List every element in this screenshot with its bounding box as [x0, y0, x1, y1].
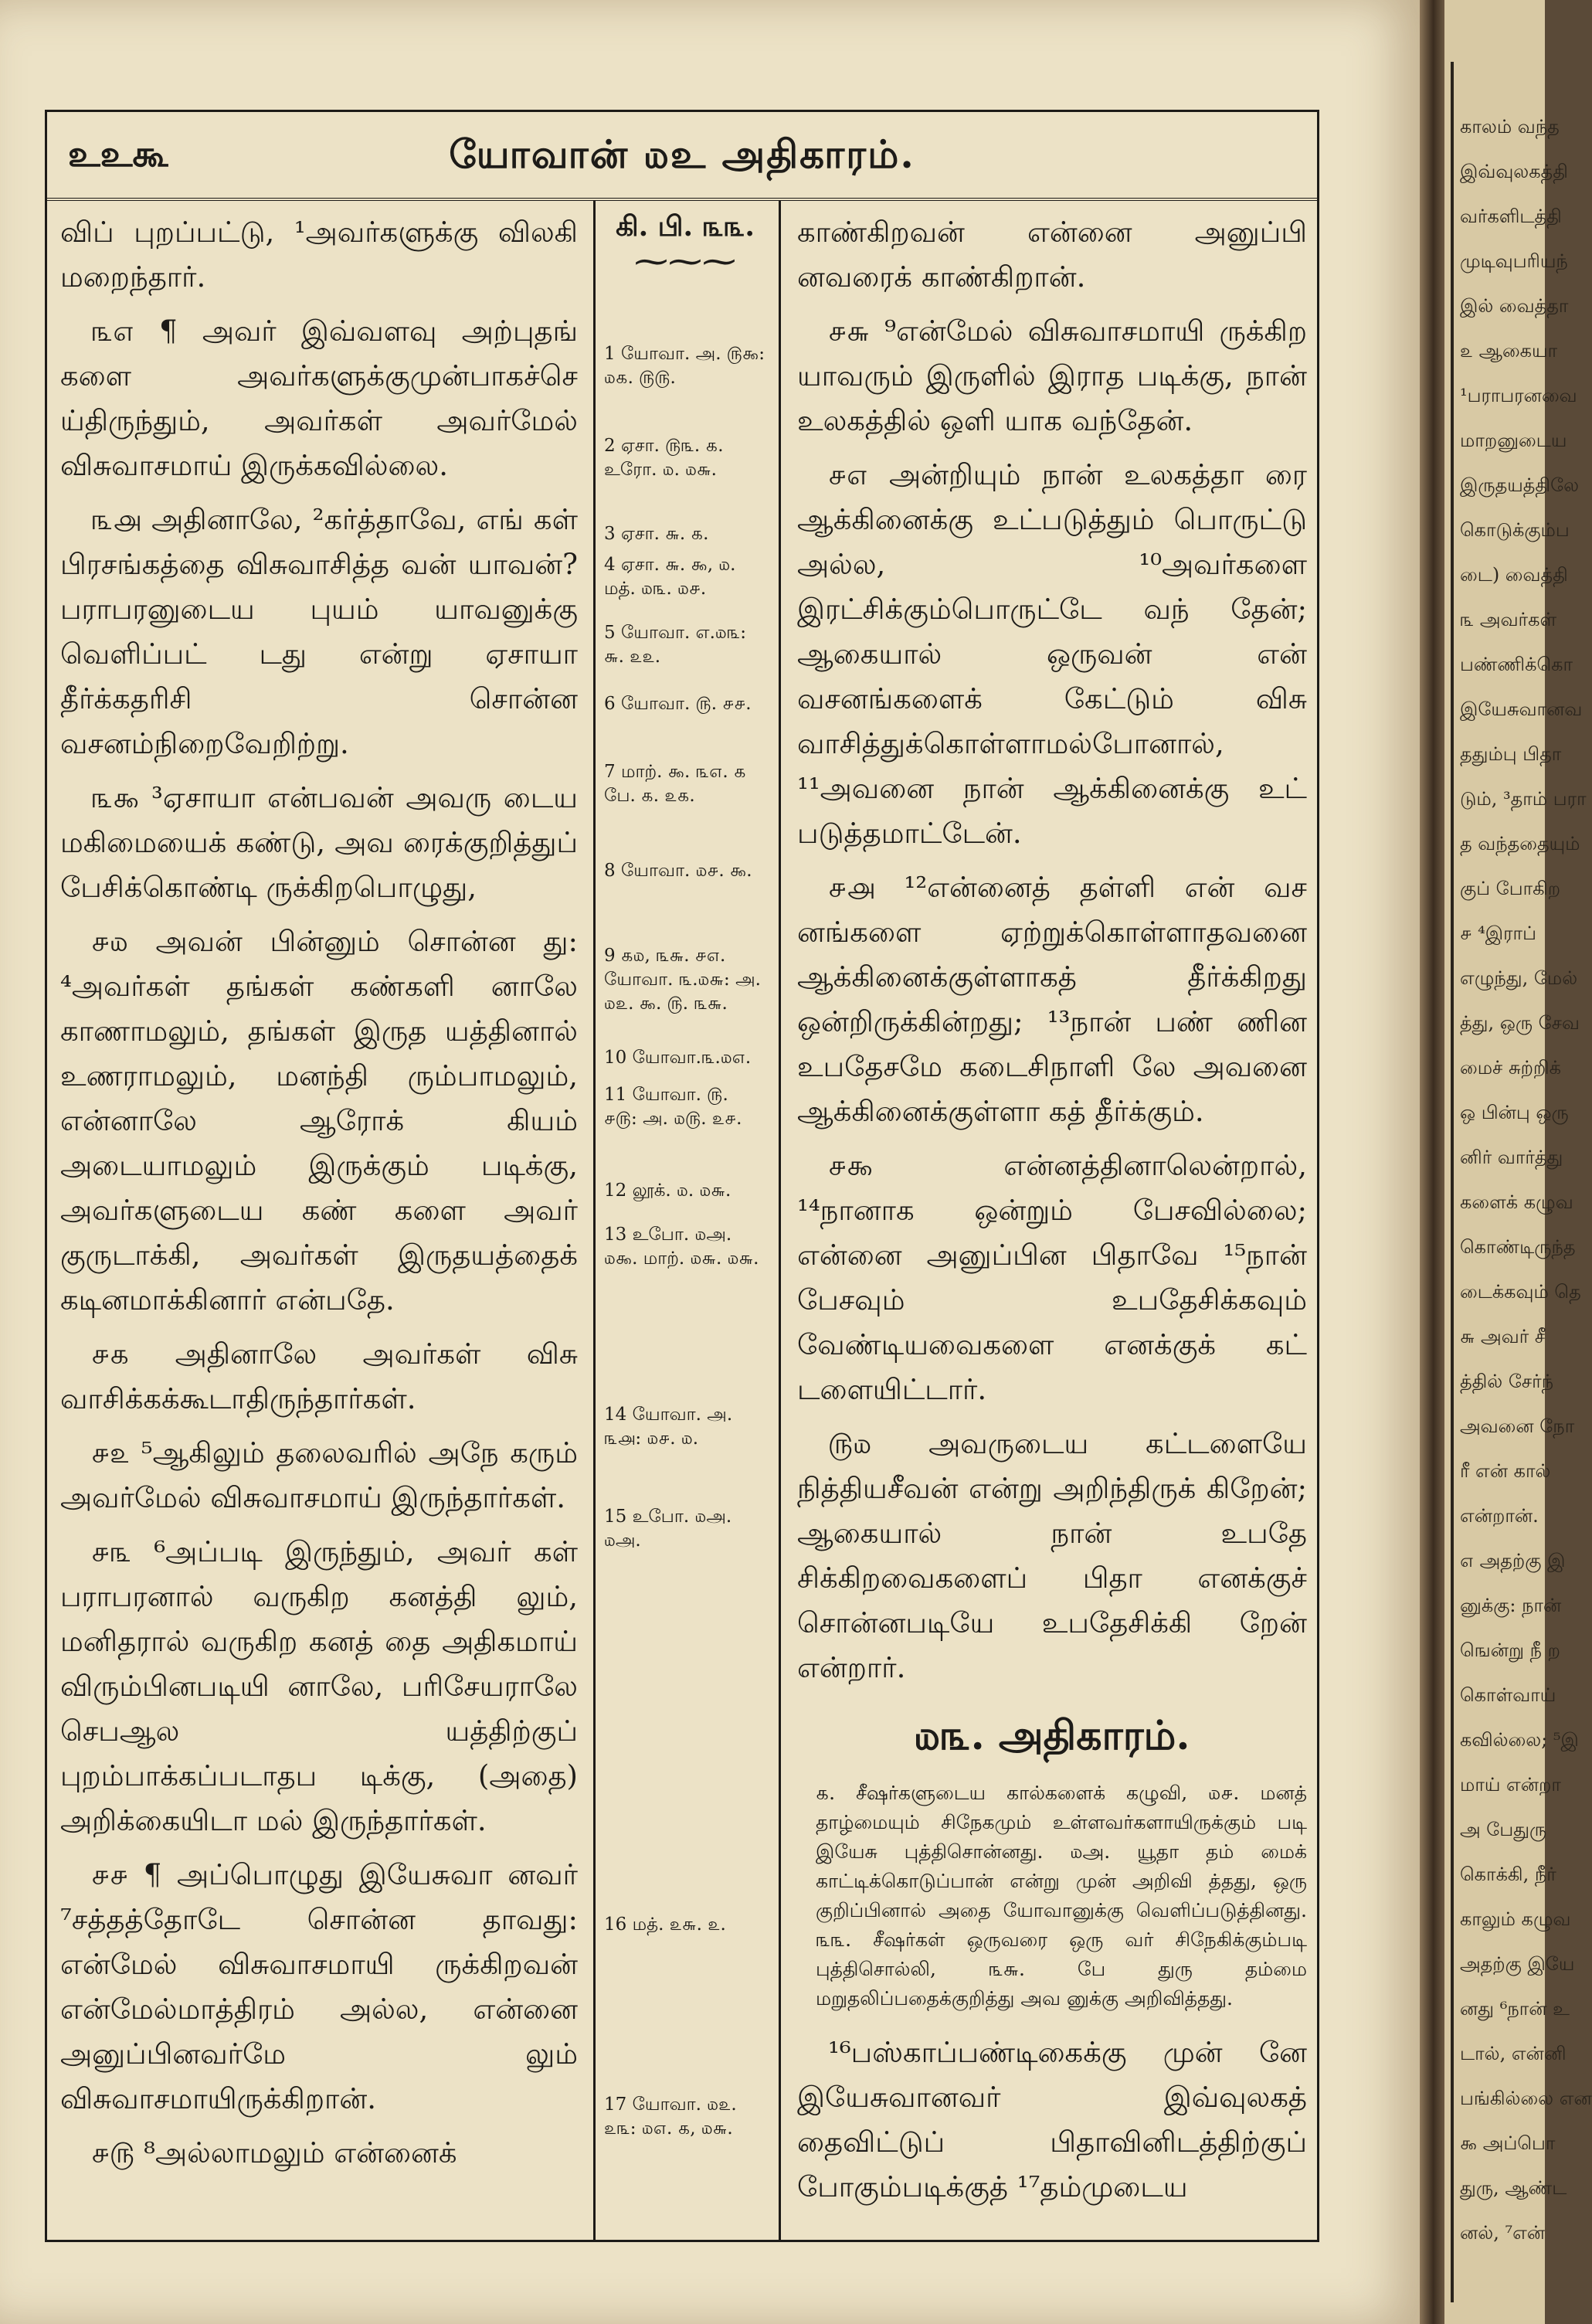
cross-reference: 14 யோவா. அ. ௩௮: ௰௪. ௰. — [604, 1405, 733, 1449]
next-page-line: த வந்ததையும் — [1460, 833, 1580, 855]
cross-reference: 6 யோவா. ௫. ௪௪. — [604, 694, 752, 715]
cross-reference: 9 ௧௰, ௩௬. ௪௭. யோவா. ௩.௰௬: அ. ௰௨. ௯. ௫. ௩௬. — [604, 946, 761, 1014]
next-page-line: காலம் வந்த — [1460, 116, 1560, 138]
left-text-column — [60, 210, 578, 2185]
next-page-edge — [1444, 0, 1592, 2324]
cross-reference: 10 யோவா.௩.௰௭. — [604, 1048, 752, 1068]
cross-reference: 17 யோவா. ௰௨. ௨௩: ௰௭. ௧, ௰௬. — [604, 2095, 737, 2139]
next-page-line: களைக் கழுவ — [1460, 1191, 1573, 1213]
verse-paragraph: ௪௰ அவன் பின்னும் சொன்ன து: ⁴அவர்கள் தங்கள் கண்களி னாலே காணாமலும், தங்கள் இருத யத்தினால் உணராமலும், மனந்தி ரும்பாமலும், என்னாலே ஆரோக் கியம் அடையாமலும் இருக்கும் படிக்கு, அவர்களுடைய கண் களை அவர் குருடாக்கி, அவர்கள் இருதயத்தைக் கடினமாக்கினார் என்பதே. — [60, 925, 578, 1317]
page-header — [45, 110, 1319, 201]
cross-reference: 5 யோவா. எ.௰௩: ௬. ௨௨. — [604, 623, 747, 667]
next-page-line: மாய் என்றா — [1460, 1774, 1561, 1796]
verse-paragraph: ௪௭ அன்றியும் நான் உலகத்தா ரை ஆக்கினைக்கு உட்படுத்தும் பொருட்டு அல்ல, ¹⁰அவர்களை இரட்சிக்கும்பொருட்டே வந் தேன்; ஆகையால் ஒருவன் என் வசனங்களைக் கேட்டும் விசு வாசித்துக்கொள்ளாமல்போனால், ¹¹அவனை நான் ஆக்கினைக்கு உட் படுத்தமாட்டேன். — [797, 458, 1307, 850]
verse-paragraph: ௪௫ ⁸அல்லாமலும் என்னைக் — [91, 2136, 457, 2169]
next-page-line: இருதயத்திலே — [1460, 474, 1580, 496]
reference-column — [599, 210, 771, 2234]
cross-reference: 11 யோவா. ௫. ௪௫: அ. ௰௫. ௨௪. — [604, 1085, 742, 1130]
next-page-line: த்தில் சேர்ந் — [1460, 1371, 1554, 1392]
column-rule-right — [779, 201, 781, 2241]
next-page-line: வர்களிடத்தி — [1460, 206, 1562, 227]
next-page-line: கவில்லை; ⁵இ — [1460, 1729, 1579, 1751]
cross-reference: 4 ஏசா. ௬. ௯, ௰. மத். ௰௩. ௰௪. — [604, 555, 736, 599]
next-page-line: இவ்வுலகத்தி — [1460, 161, 1568, 182]
next-page-line: டும், ³தாம் பரா — [1460, 788, 1587, 810]
chapter-heading: ௰௩. அதிகாரம். — [914, 1712, 1190, 1759]
verse-paragraph: ௪௯ என்னத்தினாலென்றால், ¹⁴நானாக ஒன்றும் பேசவில்லை; என்னை அனுப்பின பிதாவே ¹⁵நான் பேசவும் உபதேசிக்கவும் வேண்டியவைகளை எனக்குக் கட் டளையிட்டார். — [797, 1149, 1307, 1406]
next-page-line: ௨ ஆகையா — [1460, 340, 1558, 362]
next-page-line: டை) வைத்தி — [1460, 564, 1568, 586]
verse-paragraph: ௪௪ ¶ அப்பொழுது இயேசுவா னவர் ⁷சத்தத்தோடே சொன்ன தாவது: என்மேல் விசுவாசமாயி ருக்கிறவன் என்மேல்மாத்திரம் அல்ல, என்னை அனுப்பினவர்மே லும் விசுவாசமாயிருக்கிறான். — [60, 1858, 578, 2115]
chapter-summary: ௧. சீஷர்களுடைய கால்களைக் கழுவி, ௰௪. மனத் தாழ்மையும் சிநேகமும் உள்ளவர்களாயிருக்கும் படி இயேசு புத்திசொன்னது. ௰அ. யூதா தம் மைக் காட்டிக்கொடுப்பான் என்று முன் அறிவி த்தது, ஒரு குறிப்பினால் அதை யோவானுக்கு வெளிப்படுத்தினது. ௩௩. சீஷர்கள் ஒருவரை ஒரு வர் சிநேகிக்கும்படி புத்திசொல்லி, ௩௬. பே துரு தம்மை மறுதலிப்பதைக்குறித்து அவ னுக்கு அறிவித்தது. — [816, 1782, 1307, 2010]
column-rule-left — [593, 201, 596, 2241]
next-page-line: னுக்கு: நான் — [1460, 1595, 1562, 1616]
next-page-line: டால், என்னி — [1460, 2043, 1567, 2064]
verse-paragraph: ௪௬ ⁹என்மேல் விசுவாசமாயி ருக்கிற யாவரும் இருளில் இராத படிக்கு, நான் உலகத்தில் ஒளி யாக வந்தேன். — [797, 314, 1307, 437]
verse-paragraph: ௪௨ ⁵ஆகிலும் தலைவரில் அநே கரும் அவர்மேல் விசுவாசமாய் இருந்தார்கள். — [60, 1436, 578, 1514]
cross-reference: 7 மாற். ௯. ௩௭. ௧ பே. ௧. ௨௧. — [604, 762, 746, 807]
next-page-line: ௩ அவர்கள் — [1460, 609, 1557, 630]
cross-reference: 1 யோவா. அ. ௫௯: ௰௧. ௫௫. — [604, 344, 765, 389]
next-page-line: கொடுக்கும்ப — [1460, 519, 1570, 541]
next-page-line: மாறனுடைய — [1460, 430, 1567, 451]
ornament-divider: ⁓⁓⁓ — [634, 242, 736, 281]
next-page-line: த்து, ஒரு சேவ — [1460, 1012, 1580, 1034]
next-page-line: முடிவுபரியந் — [1460, 250, 1568, 272]
cross-reference: 2 ஏசா. ௫௩. ௧. உரோ. ௰. ௰௬. — [604, 436, 724, 480]
verse-paragraph: ¹⁶பஸ்காப்பண்டிகைக்கு முன் னே இயேசுவானவர் இவ்வுலகத் தைவிட்டுப் பிதாவினிடத்திற்குப் போகும்படிக்குத் ¹⁷தம்முடைய — [797, 2036, 1307, 2203]
next-page-line: பங்கில்லை என — [1460, 2088, 1592, 2109]
next-page-line: னிர் வார்த்து — [1460, 1147, 1563, 1168]
next-page-line: ரீ என் கால் — [1460, 1460, 1551, 1482]
next-page-line: இயேசுவானவ — [1460, 698, 1583, 720]
reference-year: கி. பி. ௩௩. — [616, 210, 755, 243]
next-page-line: னது ⁶நான் உ — [1460, 1998, 1570, 2020]
cross-reference: 8 யோவா. ௰௪. ௯. — [604, 861, 752, 881]
running-title: யோவான் ௰உ அதிகாரம். — [449, 131, 915, 177]
right-text-column — [797, 210, 1307, 2219]
next-page-border — [1451, 62, 1454, 2302]
next-page-line: டைக்கவும் தெ — [1460, 1281, 1581, 1303]
verse-paragraph: ௩௮ அதினாலே, ²கர்த்தாவே, எங் கள் பிரசங்கத்தை விசுவாசித்த வன் யாவன்? பராபரனுடைய புயம் யாவனுக்கு வெளிப்பட் டது என்று ஏசாயா தீர்க்கதரிசி சொன்ன வசனம்நிறைவேறிற்று. — [60, 503, 578, 760]
next-page-line: இல் வைத்தா — [1460, 295, 1569, 317]
next-page-line: அ பேதுரு — [1460, 1819, 1547, 1840]
next-page-line: ததும்பு பிதா — [1460, 743, 1562, 765]
verse-paragraph: ௪௩ ⁶அப்படி இருந்தும், அவர் கள் பராபரனால் வருகிற கனத்தி லும், மனிதரால் வருகிற கனத் தை அதிகமாய் விரும்பினபடியி னாலே, பரிசேயராலே செபஆல யத்திற்குப் புறம்பாக்கப்படாதப டிக்கு, (அதை) அறிக்கையிடா மல் இருந்தார்கள். — [60, 1535, 578, 1837]
next-page-line: துரு, ஆண்ட — [1460, 2177, 1567, 2199]
next-page-line: காலும் கழுவ — [1460, 1908, 1571, 1930]
cross-reference: 16 மத். ௨௬. ௨. — [604, 1915, 726, 1935]
next-page-line: கொண்டிருந்த — [1460, 1236, 1576, 1258]
next-page-line: குப் போகிற — [1460, 878, 1561, 899]
verse-paragraph: காண்கிறவன் என்னை அனுப்பி னவரைக் காண்கிறான். — [797, 216, 1307, 294]
next-page-line: அதற்கு இயே — [1460, 1953, 1575, 1975]
next-page-line: எழுந்து, மேல் — [1460, 967, 1578, 989]
page-number: உஉகூ — [68, 133, 168, 175]
verse-paragraph: ௫௰ அவருடைய கட்டளையே நித்தியசீவன் என்று அறிந்திருக் கிறேன்; ஆகையால் நான் உபதே சிக்கிறவைகளைப் பிதா எனக்குச் சொன்னபடியே உபதேசிக்கி றேன் என்றார். — [797, 1427, 1307, 1684]
next-page-line: ௭ அதற்கு இ — [1460, 1550, 1566, 1571]
next-page-line: னல், ⁷என் — [1460, 2222, 1546, 2244]
verse-paragraph: ௩௯ ³ஏசாயா என்பவன் அவரு டைய மகிமையைக் கண்டு, அவ ரைக்குறித்துப் பேசிக்கொண்டி ருக்கிறபொழுது, — [60, 781, 578, 904]
next-page-line: ௬ அவர் சீ — [1460, 1326, 1546, 1347]
next-page-line: கொக்கி, நீர் — [1460, 1864, 1556, 1885]
next-page-line: பண்ணிக்கொ — [1460, 654, 1573, 675]
next-page-line: ௪ ⁴இராப் — [1460, 922, 1536, 944]
verse-paragraph: ௪௮ ¹²என்னைத் தள்ளி என் வச னங்களை ஏற்றுக்கொள்ளாதவனை ஆக்கினைக்குள்ளாகத் தீர்க்கிறது ஒன்றிருக்கின்றது; ¹³நான் பண் ணின உபதேசமே கடைசிநாளி லே அவனை ஆக்கினைக்குள்ளா கத் தீர்க்கும். — [797, 871, 1307, 1128]
next-page-line: அவனை நோ — [1460, 1415, 1575, 1437]
cross-reference: 13 உபோ. ௰அ. ௰௯. மாற். ௰௬. ௰௬. — [604, 1224, 759, 1269]
cross-reference: 12 லூக். ௰. ௰௬. — [604, 1180, 732, 1201]
next-page-line: ¹பராபரனவை — [1460, 385, 1577, 406]
cross-reference: 15 உபோ. ௰அ. ௰அ. — [604, 1507, 732, 1551]
next-page-line: ஒ பின்பு ஒரு — [1460, 1102, 1569, 1123]
next-page-line: ௯ அப்பொ — [1460, 2132, 1556, 2154]
verse-paragraph: ௪௧ அதினாலே அவர்கள் விசு வாசிக்கக்கூடாதிருந்தார்கள். — [60, 1337, 578, 1415]
book-gutter — [1420, 0, 1444, 2324]
next-page-line: ஙென்று நீ ற — [1460, 1639, 1561, 1661]
next-page-line: கொள்வாய் — [1460, 1684, 1556, 1706]
cross-reference: 3 ஏசா. ௬. ௧. — [604, 524, 709, 545]
next-page-line: என்றான். — [1460, 1505, 1539, 1527]
verse-paragraph: விப் புறப்பட்டு, ¹அவர்களுக்கு விலகி மறைந்தார். — [60, 216, 578, 294]
next-page-line: மைச் சுற்றிக் — [1460, 1057, 1561, 1079]
verse-paragraph: ௩௭ ¶ அவர் இவ்வளவு அற்புதங் களை அவர்களுக்குமுன்பாகச்செ ய்திருந்தும், அவர்கள் அவர்மேல் விசுவாசமாய் இருக்கவில்லை. — [60, 314, 578, 482]
